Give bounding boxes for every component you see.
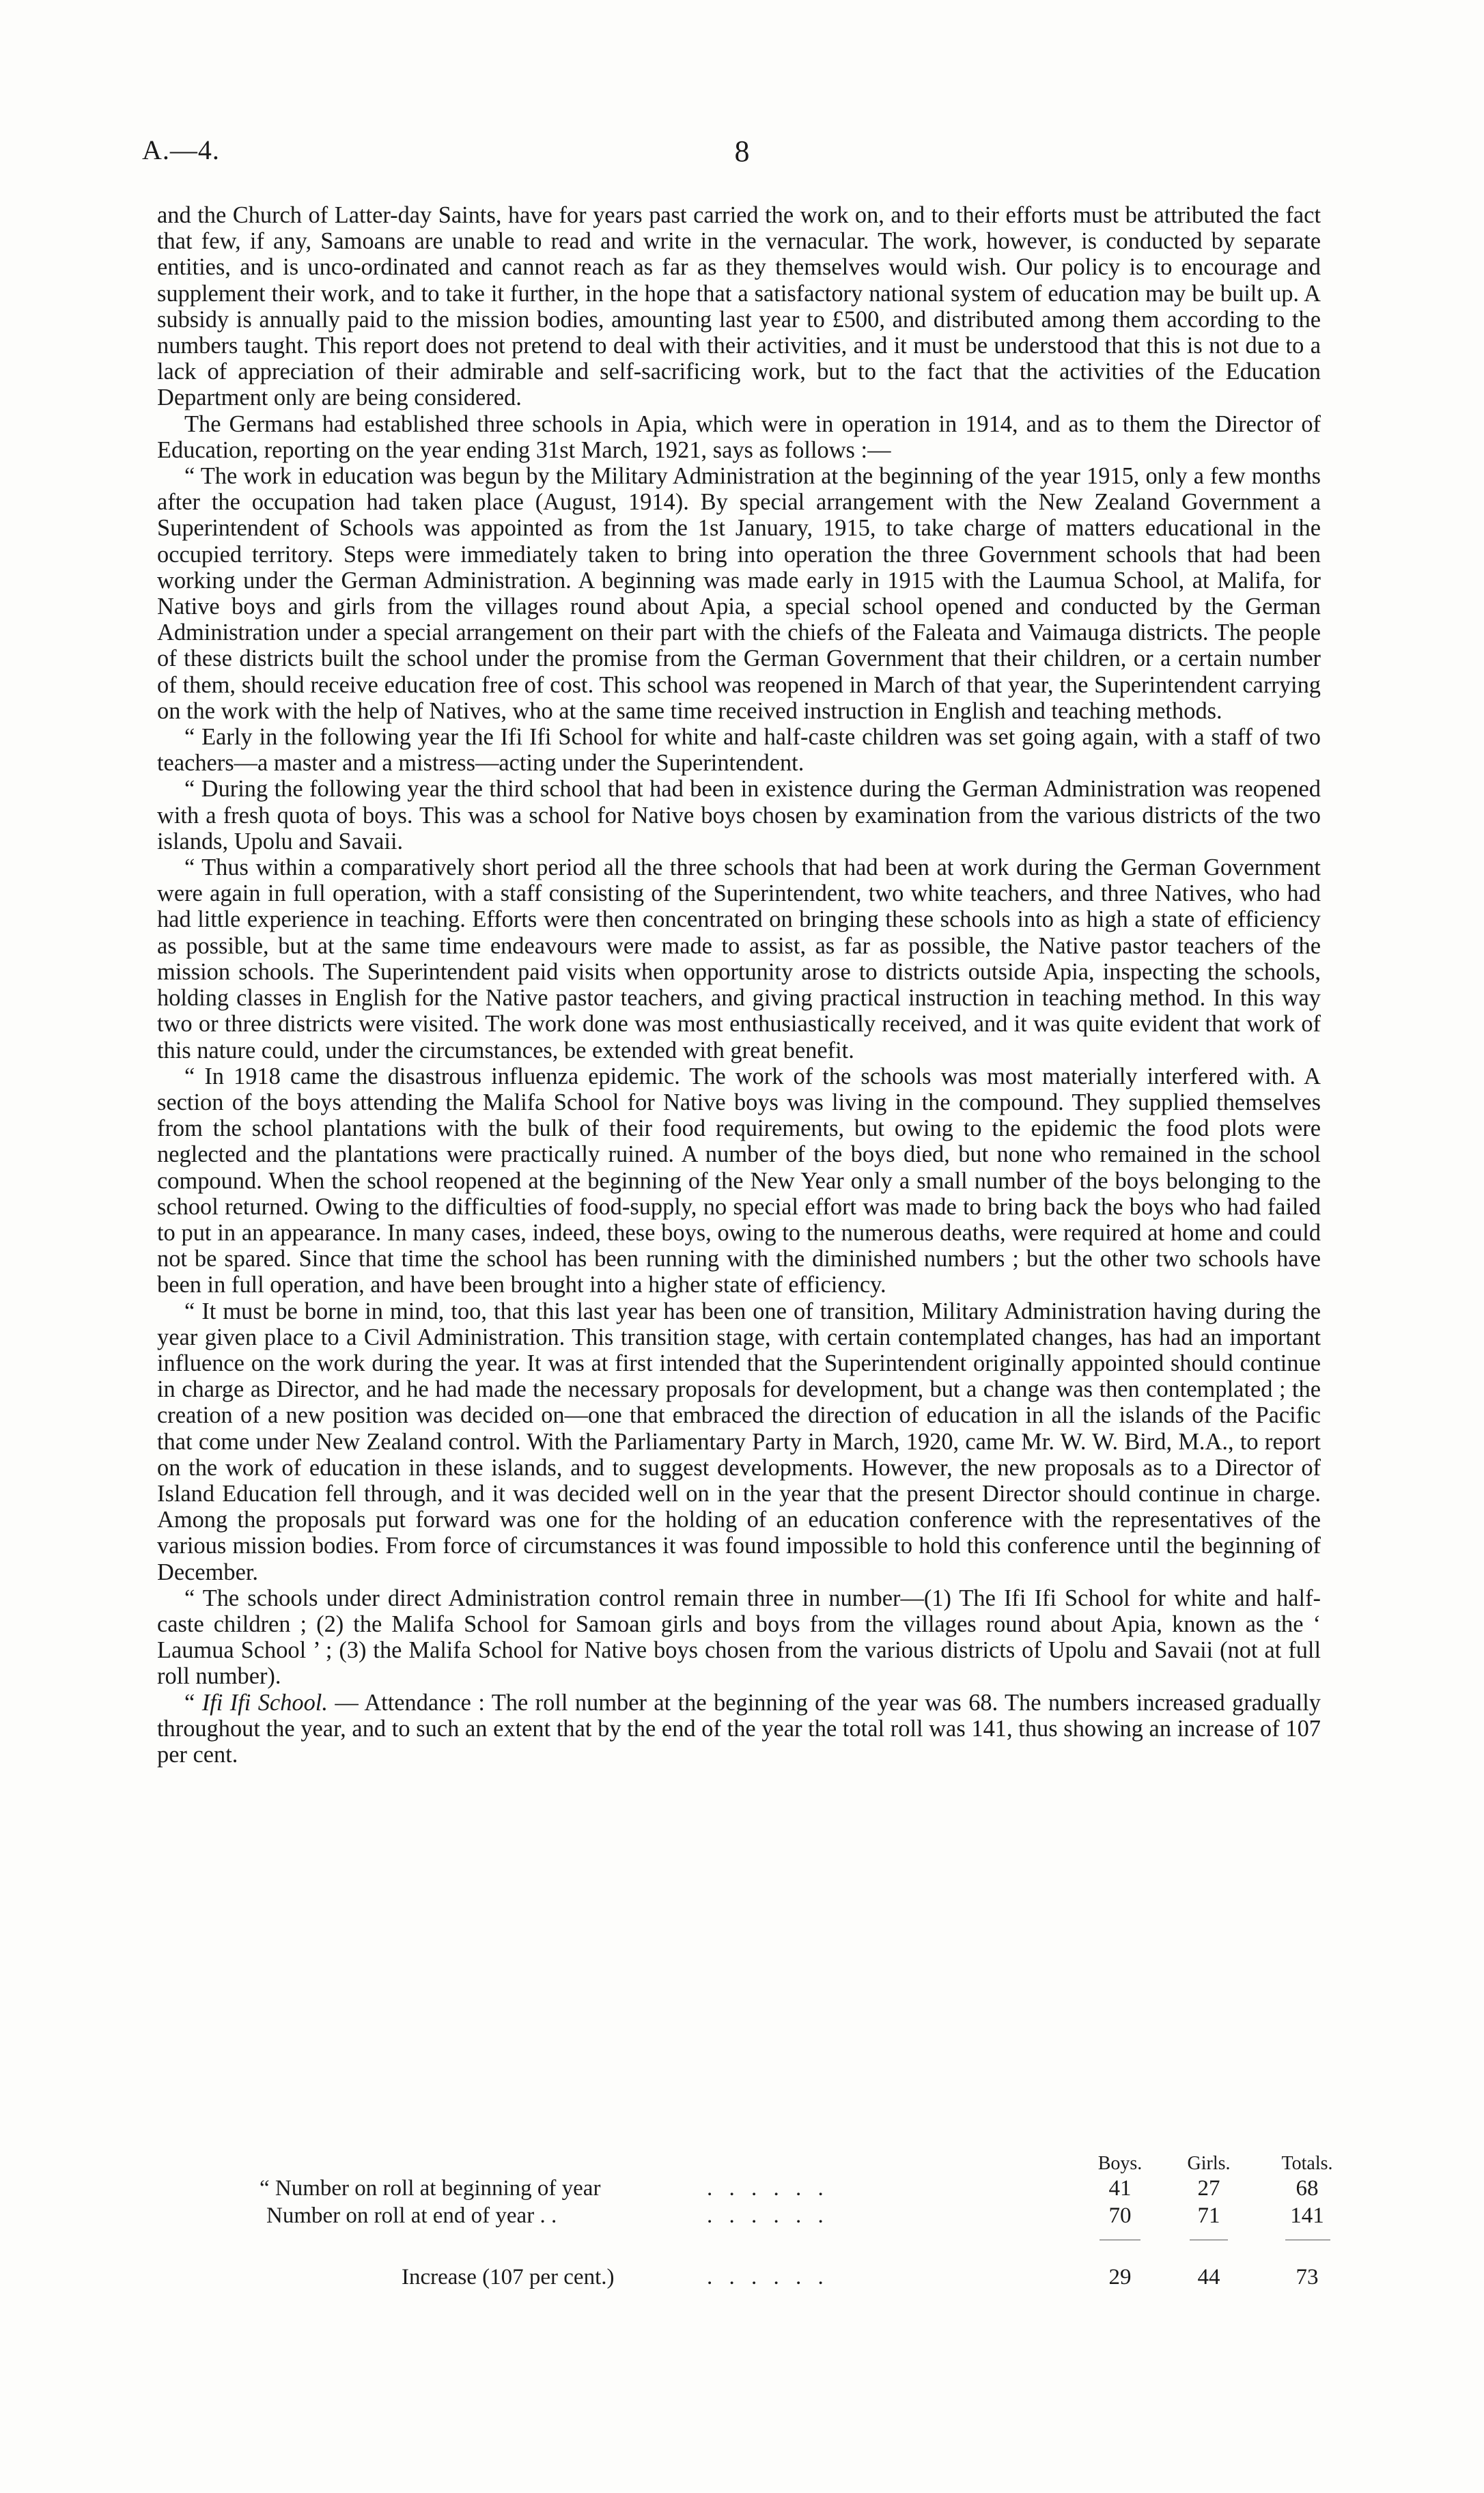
paragraph-german-schools: The Germans had established three schools in Apia, which were in operation in 1914, and as to them the Director of Education, reporting on the year ending 31st March, 1921, says as follows :—: [157, 410, 1321, 463]
paragraph-quote-ifi-ifi: “ Early in the following year the Ifi Ifi School for white and half-caste children was set going again, with a staff of two teachers—a master and a mistress—acting under the Superintendent.: [157, 724, 1321, 777]
paragraph-quote-transition: “ It must be borne in mind, too, that this last year has been one of transition, Military Administration having during the year given place to a Civil Administration. This transition stage, with certain contemplated changes, has had an important influence on the work during the year. It was at first intended that the Superintendent originally appointed should continue in charge as Director, and he had made the necessary proposals for development, but a change was then contemplated ; the creation of a new position was decided on—one that embraced the direction of education in all the islands of the Pacific that come under New Zealand control. With the Parliamentary Party in March, 1920, came Mr. W. W. Bird, M.A., to report on the work of education in these islands, and to suggest developments. However, the new proposals as to a Director of Island Education fell through, and it was decided well on in the year that the present Director should continue in charge. Among the proposals put forward was one for the holding of an education conference with the representatives of the various mission bodies. From force of circumstances it was found impossible to hold this conference until the beginning of December.: [157, 1298, 1321, 1585]
row-label: “ Number on roll at beginning of year: [260, 2176, 601, 2201]
leader-dots: . . . . . .: [707, 2176, 829, 2201]
table-summary-row: [157, 2265, 1321, 2292]
open-quote: “: [184, 1689, 202, 1716]
table-row: [157, 2176, 1321, 2203]
summary-totals: 73: [1296, 2265, 1319, 2289]
leader-dots: . . . . . .: [707, 2203, 829, 2228]
summary-boys: 29: [1108, 2265, 1132, 2289]
page-number: 8: [734, 135, 750, 168]
document-reference: A.—4.: [142, 135, 220, 165]
table-header-row: [157, 2153, 1333, 2176]
paragraph-quote-efficiency: “ Thus within a comparatively short period all the three schools that had been at work during the German Government were again in full operation, with a staff consisting of the Superintendent, two white teachers, and three Natives, who had had little experience in teaching. Efforts were then concentrated on bringing these schools into as high a state of efficiency as possible, but at the same time endeavours were made to assist, as far as possible, the Native pastor teachers of the mission schools. The Superintendent paid visits when opportunity arose to districts outside Apia, inspecting the schools, holding classes in English for the Native pastor teachers, and giving practical instruction in teaching method. In this way two or three districts were visited. The work done was most enthusiastically received, and it was quite evident that work of this nature could, under the circumstances, be extended with great benefit.: [157, 854, 1321, 1063]
table-row: [157, 2203, 1324, 2231]
cell-girls: 27: [1197, 2176, 1220, 2201]
paragraph-quote-three-schools: “ The schools under direct Administration control remain three in number—(1) The Ifi Ifi School for white and half-caste children ; (2) the Malifa School for Samoan girls and boys from the villages round about Apia, known as the ‘ Laumua School ’ ; (3) the Malifa School for Native boys chosen from the various districts of Upolu and Savaii (not at full roll number).: [157, 1585, 1321, 1690]
row-label: Number on roll at end of year . .: [266, 2203, 557, 2228]
paragraph-quote-third-school: “ During the following year the third school that had been in existence during the German Administration was reopened with a fresh quota of boys. This was a school for Native boys chosen by examination from the various districts of the two islands, Upolu and Savaii.: [157, 776, 1321, 854]
cell-totals: 141: [1290, 2203, 1324, 2228]
header-boys: Boys.: [1097, 2153, 1143, 2174]
cell-boys: 41: [1108, 2176, 1132, 2201]
paragraph-quote-epidemic: “ In 1918 came the disastrous influenza epidemic. The work of the schools was most materially interfered with. A section of the boys attending the Malifa School for Native boys was living in the compound. They supplied themselves from the school plantations with the bulk of their food requirements, but owing to the epidemic the food plots were neglected and the plantations were practically ruined. A number of the boys died, but none who remained in the school compound. When the school reopened at the beginning of the New Year only a small number of the boys belonging to the school returned. Owing to the difficulties of food-supply, no special effort was made to bring back the boys who had failed to put in an appearance. In many cases, indeed, these boys, owing to the numerous deaths, were required at home and could not be spared. Since that time the school has been running with the diminished numbers ; but the other two schools have been in full operation, and have been brought into a higher state of efficiency.: [157, 1063, 1321, 1298]
body-text: [157, 202, 1321, 1768]
cell-boys: 70: [1108, 2203, 1132, 2228]
summary-girls: 44: [1197, 2265, 1220, 2289]
header-girls: Girls.: [1187, 2153, 1231, 2174]
ifi-ifi-school-title: Ifi Ifi School.: [201, 1689, 328, 1716]
paragraph-ifi-ifi-attendance: [157, 1690, 1321, 1768]
attendance-text: — Attendance : The roll number at the beginning of the year was 68. The numbers increased gradually throughout the year, and to such an extent that by the end of the year the total roll was 141, thus showing an increase of 107 per cent.: [157, 1689, 1321, 1768]
cell-girls: 71: [1197, 2203, 1220, 2228]
header-totals: Totals.: [1281, 2153, 1333, 2174]
summary-label: Increase (107 per cent.): [402, 2265, 615, 2289]
paragraph-quote-1915: “ The work in education was begun by the Military Administration at the beginning of the year 1915, only a few months after the occupation had taken place (August, 1914). By special arrangement with the New Zealand Government a Superintendent of Schools was appointed as from the 1st January, 1915, to take charge of matters educational in the occupied territory. Steps were immediately taken to bring into operation the three Government schools that had been working under the German Administration. A beginning was made early in 1915 with the Laumua School, at Malifa, for Native boys and girls from the villages round about Apia, a special school opened and conducted by the German Administration under a special arrangement on their part with the chiefs of the Faleata and Vaimauga districts. The people of these districts built the school under the promise from the German Government that their children, or a certain number of them, should receive education free of cost. This school was reopened in March of that year, the Superintendent carrying on the work with the help of Natives, who at the same time received instruction in English and teaching methods.: [157, 463, 1321, 724]
page-header: [142, 134, 1342, 175]
cell-totals: 68: [1296, 2176, 1319, 2201]
paragraph-continuation: and the Church of Latter-day Saints, have for years past carried the work on, and to their efforts must be attributed the fact that few, if any, Samoans are unable to read and write in the vernacular. The work, however, is conducted by separate entities, and is unco-ordinated and cannot reach as far as they themselves would wish. Our policy is to encourage and supplement their work, and to take it further, in the hope that a satisfactory national system of education may be built up. A subsidy is annually paid to the mission bodies, amounting last year to £500, and distributed among them according to the numbers taught. This report does not pretend to deal with their activities, and it must be understood that this is not due to a lack of appreciation of their admirable and self-sacrificing work, but to the fact that the activities of the Education Department only are being considered.: [157, 202, 1321, 411]
leader-dots: . . . . . .: [707, 2265, 829, 2289]
